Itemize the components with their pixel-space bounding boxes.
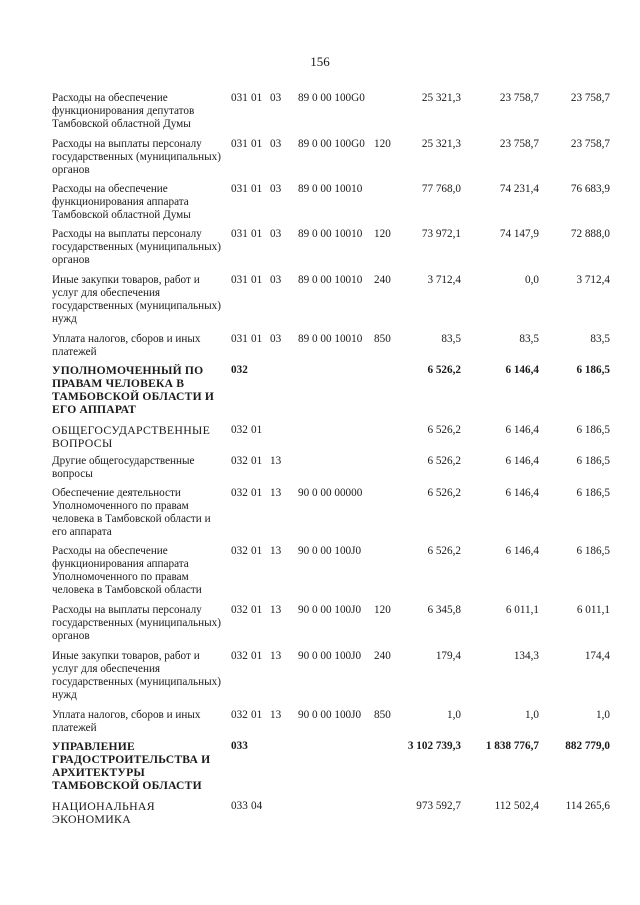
row-csr: 89 0 00 10010 bbox=[298, 183, 363, 195]
row-rz: 01 bbox=[251, 455, 263, 467]
row-rz: 01 bbox=[251, 92, 263, 104]
row-value-3: 23 758,7 bbox=[570, 138, 610, 150]
row-value-1: 3 102 739,3 bbox=[407, 740, 461, 752]
row-pr: 13 bbox=[270, 650, 282, 662]
row-pr: 13 bbox=[270, 545, 282, 557]
row-rz: 01 bbox=[251, 545, 263, 557]
row-value-1: 6 526,2 bbox=[427, 424, 461, 436]
row-value-1: 179,4 bbox=[435, 650, 461, 662]
row-name: Обеспечение деятельности Уполномоченного по правам человека в Тамбовской области и его аппарата bbox=[52, 487, 211, 538]
row-ved: 031 bbox=[231, 333, 248, 345]
row-csr: 89 0 00 100G0 bbox=[298, 92, 365, 104]
row-vr: 850 bbox=[374, 333, 391, 345]
row-csr: 90 0 00 100J0 bbox=[298, 650, 362, 662]
row-value-3: 6 011,1 bbox=[576, 604, 610, 616]
row-value-1: 6 526,2 bbox=[427, 487, 461, 499]
row-value-1: 73 972,1 bbox=[421, 228, 461, 240]
row-name: Иные закупки товаров, работ и услуг для обеспечения государственных (муниципальных) нужд bbox=[52, 650, 221, 701]
row-csr: 90 0 00 100J0 bbox=[298, 545, 362, 557]
row-rz: 01 bbox=[251, 333, 263, 345]
row-pr: 03 bbox=[270, 92, 282, 104]
row-value-2: 6 146,4 bbox=[505, 364, 539, 376]
row-value-2: 6 146,4 bbox=[505, 455, 539, 467]
row-ved: 032 bbox=[231, 455, 248, 467]
row-value-2: 6 146,4 bbox=[505, 545, 539, 557]
row-value-2: 6 146,4 bbox=[505, 424, 539, 436]
row-name: УПОЛНОМОЧЕННЫЙ ПО ПРАВАМ ЧЕЛОВЕКА В ТАМБОВСКОЙ ОБЛАСТИ И ЕГО АППАРАТ bbox=[52, 364, 215, 416]
row-value-3: 6 186,5 bbox=[576, 455, 610, 467]
row-csr: 90 0 00 00000 bbox=[298, 487, 363, 499]
row-value-2: 74 231,4 bbox=[499, 183, 539, 195]
row-rz: 01 bbox=[251, 709, 263, 721]
row-rz: 01 bbox=[251, 138, 263, 150]
row-value-2: 1 838 776,7 bbox=[485, 740, 539, 752]
row-value-3: 3 712,4 bbox=[576, 274, 610, 286]
row-value-3: 76 683,9 bbox=[570, 183, 610, 195]
row-ved: 032 bbox=[231, 650, 248, 662]
row-value-1: 6 526,2 bbox=[427, 455, 461, 467]
row-name: Другие общегосударственные вопросы bbox=[52, 455, 195, 480]
page-number: 156 bbox=[310, 54, 330, 69]
row-rz: 01 bbox=[251, 228, 263, 240]
row-value-1: 6 345,8 bbox=[427, 604, 461, 616]
row-value-2: 134,3 bbox=[513, 650, 539, 662]
row-value-3: 174,4 bbox=[584, 650, 610, 662]
row-value-1: 25 321,3 bbox=[421, 92, 461, 104]
row-value-1: 25 321,3 bbox=[421, 138, 461, 150]
row-name: НАЦИОНАЛЬНАЯ ЭКОНОМИКА bbox=[52, 799, 155, 826]
row-value-2: 1,0 bbox=[525, 709, 539, 721]
row-rz: 01 bbox=[251, 424, 263, 436]
row-value-2: 83,5 bbox=[519, 333, 539, 345]
row-name: Расходы на обеспечение функционирования аппарата Тамбовской областной Думы bbox=[52, 183, 191, 221]
row-value-3: 83,5 bbox=[590, 333, 610, 345]
row-ved: 032 bbox=[231, 424, 248, 436]
row-ved: 032 bbox=[231, 487, 248, 499]
row-name: Уплата налогов, сборов и иных платежей bbox=[52, 333, 201, 358]
row-value-1: 1,0 bbox=[447, 709, 461, 721]
row-csr: 89 0 00 10010 bbox=[298, 333, 363, 345]
row-value-3: 882 779,0 bbox=[565, 740, 610, 752]
row-vr: 120 bbox=[374, 604, 391, 616]
row-ved: 031 bbox=[231, 228, 248, 240]
row-pr: 03 bbox=[270, 274, 282, 286]
row-csr: 89 0 00 10010 bbox=[298, 274, 363, 286]
row-vr: 120 bbox=[374, 228, 391, 240]
row-csr: 90 0 00 100J0 bbox=[298, 604, 362, 616]
row-pr: 13 bbox=[270, 604, 282, 616]
row-rz: 01 bbox=[251, 274, 263, 286]
row-name: Расходы на выплаты персоналу государственных (муниципальных) органов bbox=[52, 604, 221, 642]
row-vr: 850 bbox=[374, 709, 391, 721]
row-name: Расходы на выплаты персоналу государственных (муниципальных) органов bbox=[52, 228, 221, 266]
row-rz: 01 bbox=[251, 487, 263, 499]
row-name: Иные закупки товаров, работ и услуг для обеспечения государственных (муниципальных) нужд bbox=[52, 274, 221, 325]
row-pr: 13 bbox=[270, 709, 282, 721]
row-name: ОБЩЕГОСУДАРСТВЕННЫЕ ВОПРОСЫ bbox=[52, 423, 211, 450]
row-rz: 01 bbox=[251, 650, 263, 662]
row-ved: 033 bbox=[231, 800, 248, 812]
row-ved: 032 bbox=[231, 364, 248, 376]
row-value-1: 6 526,2 bbox=[427, 364, 461, 376]
row-vr: 120 bbox=[374, 138, 391, 150]
row-pr: 03 bbox=[270, 228, 282, 240]
row-value-1: 973 592,7 bbox=[416, 800, 461, 812]
row-value-2: 23 758,7 bbox=[499, 92, 539, 104]
row-ved: 031 bbox=[231, 92, 248, 104]
row-rz: 04 bbox=[251, 800, 263, 812]
row-value-1: 83,5 bbox=[441, 333, 461, 345]
row-name: Уплата налогов, сборов и иных платежей bbox=[52, 709, 201, 734]
row-rz: 01 bbox=[251, 604, 263, 616]
row-pr: 03 bbox=[270, 138, 282, 150]
row-value-2: 0,0 bbox=[525, 274, 539, 286]
row-value-1: 3 712,4 bbox=[427, 274, 461, 286]
row-value-2: 6 011,1 bbox=[505, 604, 539, 616]
row-value-3: 6 186,5 bbox=[576, 424, 610, 436]
row-name: Расходы на обеспечение функционирования депутатов Тамбовской областной Думы bbox=[52, 92, 195, 130]
row-ved: 032 bbox=[231, 545, 248, 557]
row-ved: 033 bbox=[231, 740, 248, 752]
row-pr: 13 bbox=[270, 487, 282, 499]
row-csr: 89 0 00 10010 bbox=[298, 228, 363, 240]
row-ved: 032 bbox=[231, 709, 248, 721]
row-value-2: 6 146,4 bbox=[505, 487, 539, 499]
row-pr: 03 bbox=[270, 183, 282, 195]
row-vr: 240 bbox=[374, 274, 391, 286]
row-ved: 031 bbox=[231, 138, 248, 150]
row-value-1: 77 768,0 bbox=[421, 183, 461, 195]
row-name: Расходы на обеспечение функционирования аппарата Уполномоченного по правам человека в Тамбовской области bbox=[52, 545, 202, 596]
row-value-3: 6 186,5 bbox=[576, 487, 610, 499]
row-csr: 89 0 00 100G0 bbox=[298, 138, 365, 150]
row-value-2: 23 758,7 bbox=[499, 138, 539, 150]
row-vr: 240 bbox=[374, 650, 391, 662]
row-value-3: 72 888,0 bbox=[570, 228, 610, 240]
row-value-2: 74 147,9 bbox=[499, 228, 539, 240]
row-value-2: 112 502,4 bbox=[494, 800, 539, 812]
row-value-3: 114 265,6 bbox=[565, 800, 610, 812]
row-value-3: 6 186,5 bbox=[576, 545, 610, 557]
row-pr: 13 bbox=[270, 455, 282, 467]
row-rz: 01 bbox=[251, 183, 263, 195]
row-value-3: 23 758,7 bbox=[570, 92, 610, 104]
row-value-3: 1,0 bbox=[596, 709, 610, 721]
row-ved: 031 bbox=[231, 274, 248, 286]
row-csr: 90 0 00 100J0 bbox=[298, 709, 362, 721]
row-name: УПРАВЛЕНИЕ ГРАДОСТРОИТЕЛЬСТВА И АРХИТЕКТУРЫ ТАМБОВСКОЙ ОБЛАСТИ bbox=[52, 740, 211, 792]
row-ved: 032 bbox=[231, 604, 248, 616]
row-ved: 031 bbox=[231, 183, 248, 195]
row-name: Расходы на выплаты персоналу государственных (муниципальных) органов bbox=[52, 138, 221, 176]
row-pr: 03 bbox=[270, 333, 282, 345]
row-value-3: 6 186,5 bbox=[576, 364, 610, 376]
row-value-1: 6 526,2 bbox=[427, 545, 461, 557]
